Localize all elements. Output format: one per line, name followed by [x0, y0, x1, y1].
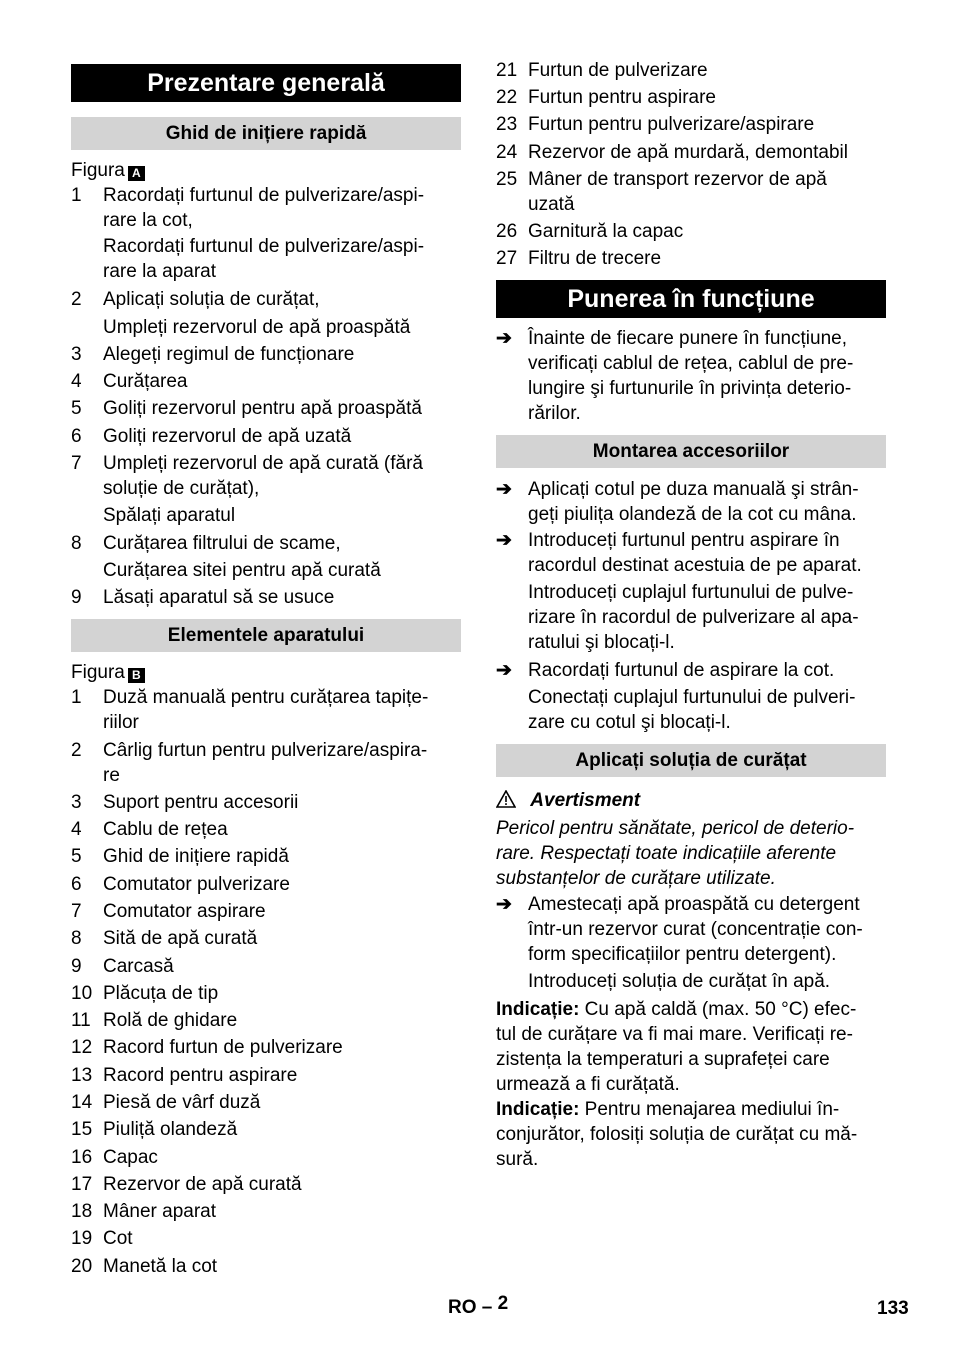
- intro-text-line: lungire şi furtunurile în privința deterio-: [528, 378, 852, 399]
- subheading-mount-accessories: Montarea accesoriilor: [496, 435, 886, 468]
- item-number: 4: [71, 371, 82, 392]
- item-text-line: uzată: [528, 194, 575, 215]
- intro-text-line: verificați cablul de rețea, cablul de pre-: [528, 353, 854, 374]
- item-text-line: Sită de apă curată: [103, 928, 258, 949]
- item-number: 27: [496, 248, 518, 269]
- note-text-line: [496, 999, 856, 1021]
- step-text-line: într-un rezervor curat (concentrație con-: [528, 919, 863, 940]
- item-number: 7: [71, 453, 82, 474]
- item-number: 6: [71, 874, 82, 895]
- figure-letter-badge: A: [128, 166, 145, 181]
- item-text-line: rare la cot,: [103, 210, 193, 231]
- note-text-line: zistența la temperaturi a suprafeței care: [496, 1049, 830, 1070]
- footer-dash: –: [481, 1297, 493, 1318]
- item-number: 24: [496, 142, 518, 163]
- item-number: 12: [71, 1037, 93, 1058]
- item-text-line: Suport pentru accesorii: [103, 792, 299, 813]
- item-text-line: Capac: [103, 1147, 158, 1168]
- item-number: 9: [71, 956, 82, 977]
- item-text-line: Manetă la cot: [103, 1256, 218, 1277]
- arrow-right-icon: ➔: [496, 530, 512, 551]
- warning-label: Avertisment: [530, 790, 641, 811]
- item-text-line: Mâner aparat: [103, 1201, 217, 1222]
- item-number: 25: [496, 169, 518, 190]
- item-text-line: Racordați furtunul de pulverizare/aspi-: [103, 236, 425, 257]
- item-text-line: Comutator aspirare: [103, 901, 266, 922]
- figure-label: Figura: [71, 662, 125, 683]
- item-number: 26: [496, 221, 518, 242]
- note-text-line: [496, 1099, 839, 1121]
- item-text-line: Garnitură la capac: [528, 221, 684, 242]
- subheading-device-elements: Elementele aparatului: [71, 619, 461, 652]
- step-text-line: Aplicați cotul pe duza manuală şi strân-: [528, 479, 859, 500]
- intro-text-line: rărilor.: [528, 403, 581, 424]
- item-number: 19: [71, 1228, 93, 1249]
- item-text-line: Furtun de pulverizare: [528, 60, 708, 81]
- item-text-line: Cot: [103, 1228, 133, 1249]
- arrow-right-icon: ➔: [496, 479, 512, 500]
- item-number: 5: [71, 398, 82, 419]
- item-number: 8: [71, 928, 82, 949]
- figure-reference-b: [71, 662, 145, 684]
- item-number: 16: [71, 1147, 93, 1168]
- step-text-line: Introduceți cuplajul furtunului de pulve-: [528, 582, 854, 603]
- item-number: 9: [71, 587, 82, 608]
- figure-label: Figura: [71, 160, 125, 181]
- item-text-line: Cablu de rețea: [103, 819, 228, 840]
- note-label: Indicație:: [496, 999, 580, 1020]
- item-text-line: Mâner de transport rezervor de apă: [528, 169, 827, 190]
- item-text-line: Piesă de vârf duză: [103, 1092, 261, 1113]
- item-text-line: Racord pentru aspirare: [103, 1065, 298, 1086]
- note-text: Cu apă caldă (max. 50 °C) efec-: [579, 999, 857, 1020]
- section-title-commissioning: Punerea în funcțiune: [496, 280, 886, 318]
- item-text-line: Aplicați soluția de curățat,: [103, 289, 320, 310]
- arrow-right-icon: ➔: [496, 894, 512, 915]
- item-text-line: Umpleți rezervorul de apă proaspătă: [103, 317, 411, 338]
- item-text-line: Alegeți regimul de funcționare: [103, 344, 355, 365]
- item-text-line: Furtun pentru aspirare: [528, 87, 716, 108]
- item-number: 2: [71, 289, 82, 310]
- footer-lang: RO: [448, 1297, 477, 1318]
- subheading-quick-start: Ghid de inițiere rapidă: [71, 117, 461, 150]
- item-number: 8: [71, 533, 82, 554]
- item-text-line: Rezervor de apă murdară, demontabil: [528, 142, 849, 163]
- item-text-line: Duză manuală pentru curățarea tapițe-: [103, 687, 429, 708]
- item-text-line: Umpleți rezervorul de apă curată (fără: [103, 453, 423, 474]
- step-text-line: zare cu cotul şi blocați-l.: [528, 712, 731, 733]
- item-number: 21: [496, 60, 518, 81]
- item-text-line: Goliți rezervorul de apă uzată: [103, 426, 352, 447]
- warning-triangle-icon: [496, 790, 516, 808]
- step-text-line: form specificațiilor pentru detergent).: [528, 944, 837, 965]
- item-number: 20: [71, 1256, 93, 1277]
- item-number: 14: [71, 1092, 93, 1113]
- step-text-line: Racordați furtunul de aspirare la cot.: [528, 660, 835, 681]
- item-text-line: Plăcuța de tip: [103, 983, 219, 1004]
- arrow-right-icon: ➔: [496, 660, 512, 681]
- item-text-line: Furtun pentru pulverizare/aspirare: [528, 114, 815, 135]
- warning-text-line: Pericol pentru sănătate, pericol de deterio-: [496, 818, 855, 839]
- item-number: 7: [71, 901, 82, 922]
- footer-page-number: 133: [877, 1298, 909, 1319]
- item-number: 18: [71, 1201, 93, 1222]
- item-number: 10: [71, 983, 93, 1004]
- item-text-line: soluție de curățat),: [103, 478, 260, 499]
- step-text-line: Conectați cuplajul furtunului de pulveri-: [528, 687, 856, 708]
- item-text-line: Curățarea filtrului de scame,: [103, 533, 341, 554]
- note-text-line: tul de curățare va fi mai mare. Verificați re-: [496, 1024, 853, 1045]
- step-text-line: rizare în racordul de pulverizare al apa-: [528, 607, 859, 628]
- item-text-line: Comutator pulverizare: [103, 874, 290, 895]
- note-label: Indicație:: [496, 1099, 580, 1120]
- item-text-line: re: [103, 765, 120, 786]
- item-number: 11: [71, 1010, 91, 1031]
- intro-text-line: Înainte de fiecare punere în funcțiune,: [528, 328, 848, 349]
- item-number: 13: [71, 1065, 93, 1086]
- note-text-line: urmează a fi curățată.: [496, 1074, 680, 1095]
- note-text-line: sură.: [496, 1149, 539, 1170]
- note-text-line: conjurător, folosiți soluția de curățat cu mă-: [496, 1124, 858, 1145]
- figure-reference-a: [71, 160, 145, 182]
- item-text-line: Rezervor de apă curată: [103, 1174, 302, 1195]
- footer-page-label: [448, 1293, 509, 1319]
- item-number: 1: [71, 185, 82, 206]
- item-text-line: Racord furtun de pulverizare: [103, 1037, 343, 1058]
- item-text-line: Spălați aparatul: [103, 505, 236, 526]
- item-number: 6: [71, 426, 82, 447]
- warning-text-line: rare. Respectați toate indicațiile aferente: [496, 843, 837, 864]
- item-number: 3: [71, 344, 82, 365]
- arrow-right-icon: ➔: [496, 328, 512, 349]
- footer-section: 2: [497, 1293, 509, 1314]
- item-text-line: Piuliță olandeză: [103, 1119, 238, 1140]
- step-text-line: Introduceți furtunul pentru aspirare în: [528, 530, 840, 551]
- figure-letter-badge: B: [128, 668, 145, 683]
- item-text-line: Carcasă: [103, 956, 174, 977]
- item-number: 1: [71, 687, 82, 708]
- item-number: 17: [71, 1174, 93, 1195]
- section-title-overview: Prezentare generală: [71, 64, 461, 102]
- note-text: Pentru menajarea mediului în-: [579, 1099, 840, 1120]
- warning-text-line: substanțelor de curățare utilizate.: [496, 868, 776, 889]
- item-number: 3: [71, 792, 82, 813]
- step-text-line: ratului şi blocați-l.: [528, 632, 675, 653]
- item-text-line: Ghid de inițiere rapidă: [103, 846, 289, 867]
- item-text-line: Rolă de ghidare: [103, 1010, 238, 1031]
- item-text-line: rare la aparat: [103, 261, 217, 282]
- item-text-line: Curățarea sitei pentru apă curată: [103, 560, 381, 581]
- item-text-line: Cârlig furtun pentru pulverizare/aspira-: [103, 740, 428, 761]
- step-text-line: geți piulița olandeză de la cot cu mâna.: [528, 504, 857, 525]
- item-number: 23: [496, 114, 518, 135]
- item-text-line: riilor: [103, 712, 139, 733]
- item-text-line: Racordați furtunul de pulverizare/aspi-: [103, 185, 425, 206]
- item-number: 2: [71, 740, 82, 761]
- item-text-line: Curățarea: [103, 371, 188, 392]
- step-text-line: racordul destinat acestuia de pe aparat.: [528, 555, 862, 576]
- subheading-apply-solution: Aplicați soluția de curățat: [496, 744, 886, 777]
- item-text-line: Lăsați aparatul să se usuce: [103, 587, 335, 608]
- item-text-line: Goliți rezervorul pentru apă proaspătă: [103, 398, 422, 419]
- warning-heading: [496, 790, 640, 812]
- item-number: 4: [71, 819, 82, 840]
- item-number: 15: [71, 1119, 93, 1140]
- item-number: 22: [496, 87, 518, 108]
- step-text-line: Introduceți soluția de curățat în apă.: [528, 971, 831, 992]
- item-text-line: Filtru de trecere: [528, 248, 662, 269]
- item-number: 5: [71, 846, 82, 867]
- step-text-line: Amestecați apă proaspătă cu detergent: [528, 894, 860, 915]
